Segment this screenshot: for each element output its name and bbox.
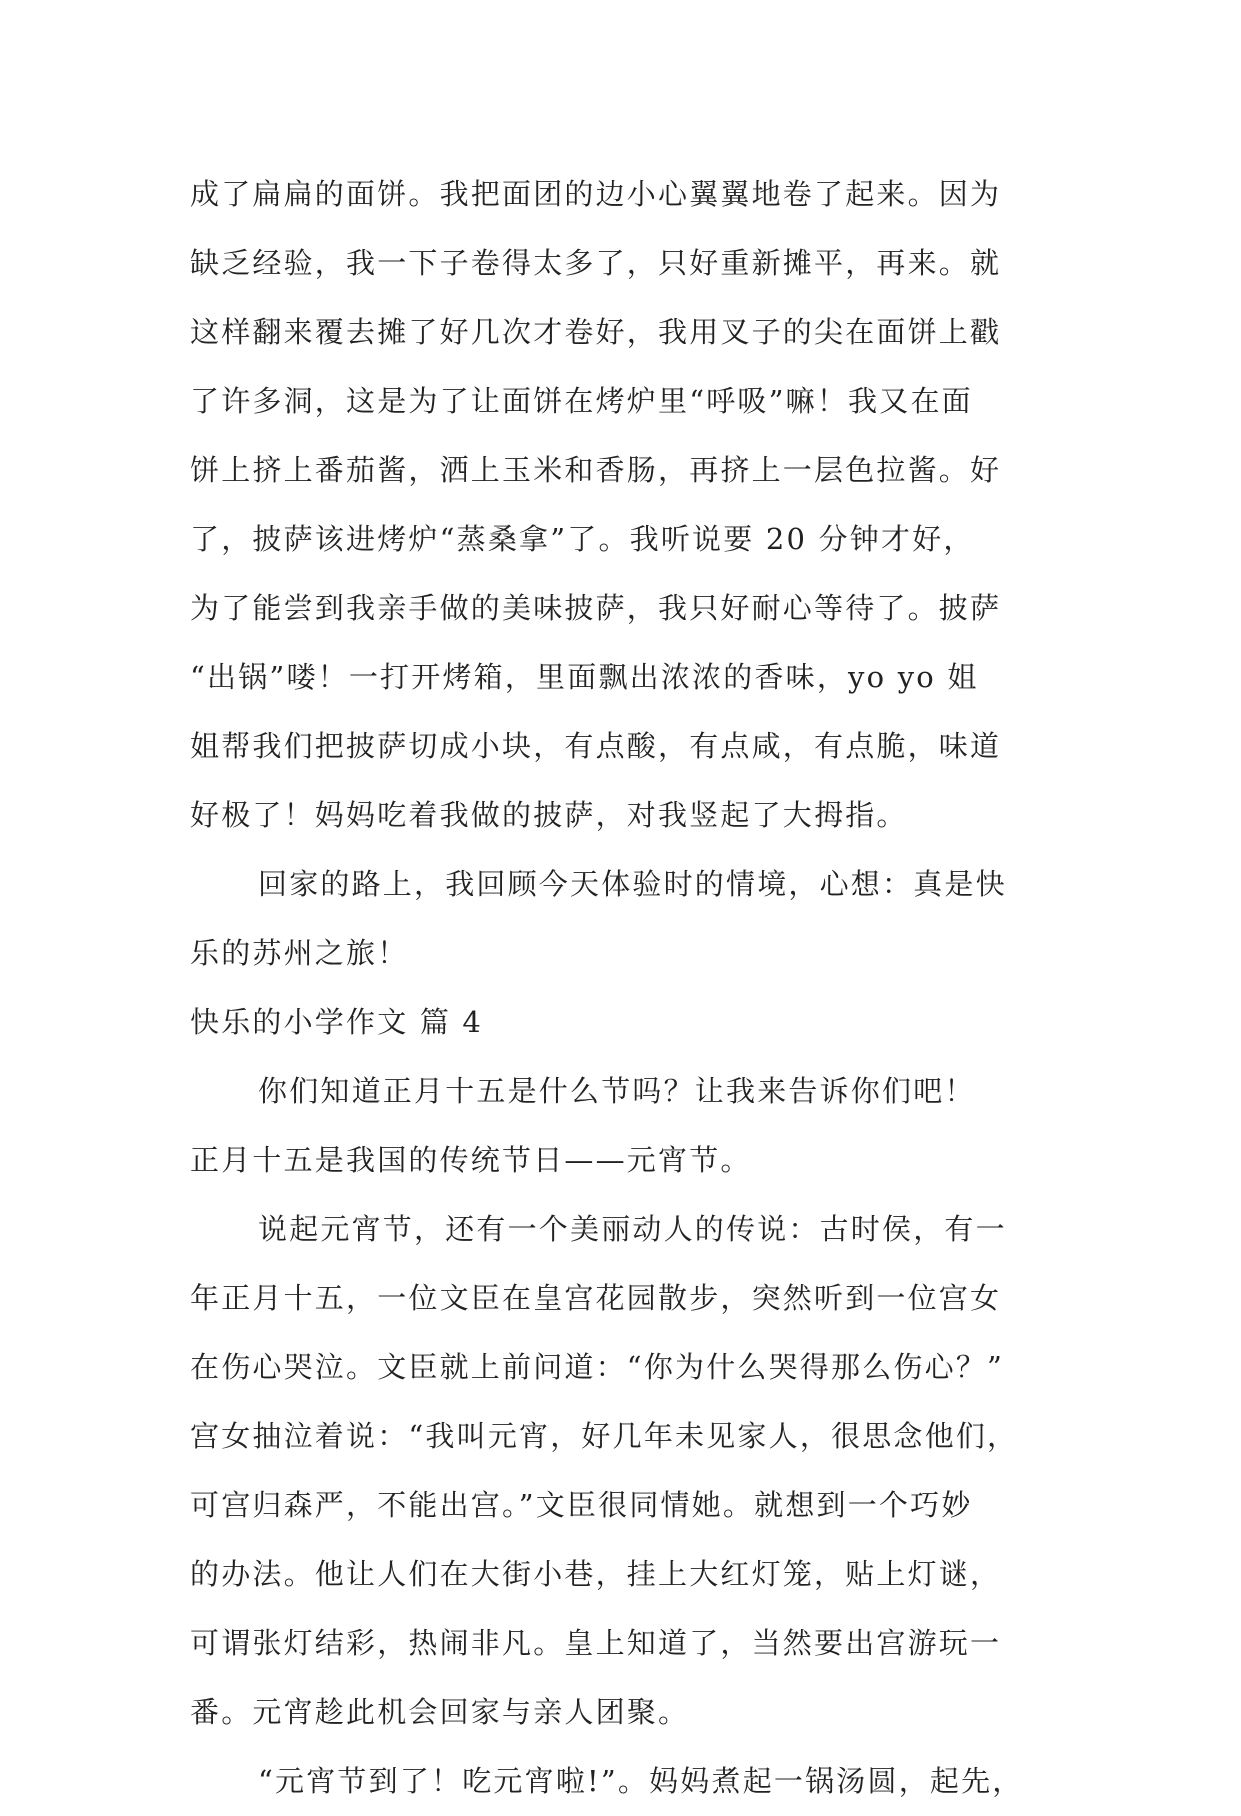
text-line: 了，披萨该进烤炉“蒸桑拿”了。我听说要 20 分钟才好， — [190, 522, 975, 556]
paragraph-start-line: 你们知道正月十五是什么节吗？让我来告诉你们吧！ — [258, 1074, 976, 1108]
document-body — [190, 160, 1050, 1816]
text-line: 可宫归森严，不能出宫。”文臣很同情她。就想到一个巧妙 — [190, 1488, 973, 1522]
text-line: 正月十五是我国的传统节日——元宵节。 — [190, 1143, 752, 1177]
text-line: 这样翻来覆去摊了好几次才卷好，我用叉子的尖在面饼上戳 — [190, 315, 1002, 349]
text-line: 乐的苏州之旅！ — [190, 936, 409, 970]
paragraph-start-line: “元宵节到了！吃元宵啦!”。妈妈煮起一锅汤圆，起先， — [258, 1764, 1024, 1798]
text-line: 宫女抽泣着说：“我叫元宵，好几年未见家人，很思念他们， — [190, 1419, 1019, 1453]
paragraph-start-line: 说起元宵节，还有一个美丽动人的传说：古时侯，有一 — [258, 1212, 1007, 1246]
paragraph-start-line: 回家的路上，我回顾今天体验时的情境，心想：真是快 — [258, 867, 1007, 901]
text-line: 了许多洞，这是为了让面饼在烤炉里“呼吸”嘛！我又在面 — [190, 384, 973, 418]
section-heading: 快乐的小学作文 篇 4 — [190, 1005, 484, 1039]
text-line: 可谓张灯结彩，热闹非凡。皇上知道了，当然要出宫游玩一 — [190, 1626, 1002, 1660]
text-line: 姐帮我们把披萨切成小块，有点酸，有点咸，有点脆，味道 — [190, 729, 1002, 763]
text-line: 好极了！妈妈吃着我做的披萨，对我竖起了大拇指。 — [190, 798, 908, 832]
text-line: 的办法。他让人们在大街小巷，挂上大红灯笼，贴上灯谜， — [190, 1557, 1002, 1591]
text-line: 缺乏经验，我一下子卷得太多了，只好重新摊平，再来。就 — [190, 246, 1002, 280]
text-line: 在伤心哭泣。文臣就上前问道：“你为什么哭得那么伤心？” — [190, 1350, 1005, 1384]
text-line: 番。元宵趁此机会回家与亲人团聚。 — [190, 1695, 690, 1729]
text-line: 饼上挤上番茄酱，洒上玉米和香肠，再挤上一层色拉酱。好 — [190, 453, 1002, 487]
text-line: 年正月十五，一位文臣在皇宫花园散步，突然听到一位宫女 — [190, 1281, 1002, 1315]
text-line: 成了扁扁的面饼。我把面团的边小心翼翼地卷了起来。因为 — [190, 177, 1002, 211]
text-line: “出锅”喽！一打开烤箱，里面飘出浓浓的香味，yo yo 姐 — [190, 660, 979, 694]
text-line: 为了能尝到我亲手做的美味披萨，我只好耐心等待了。披萨 — [190, 591, 1002, 625]
